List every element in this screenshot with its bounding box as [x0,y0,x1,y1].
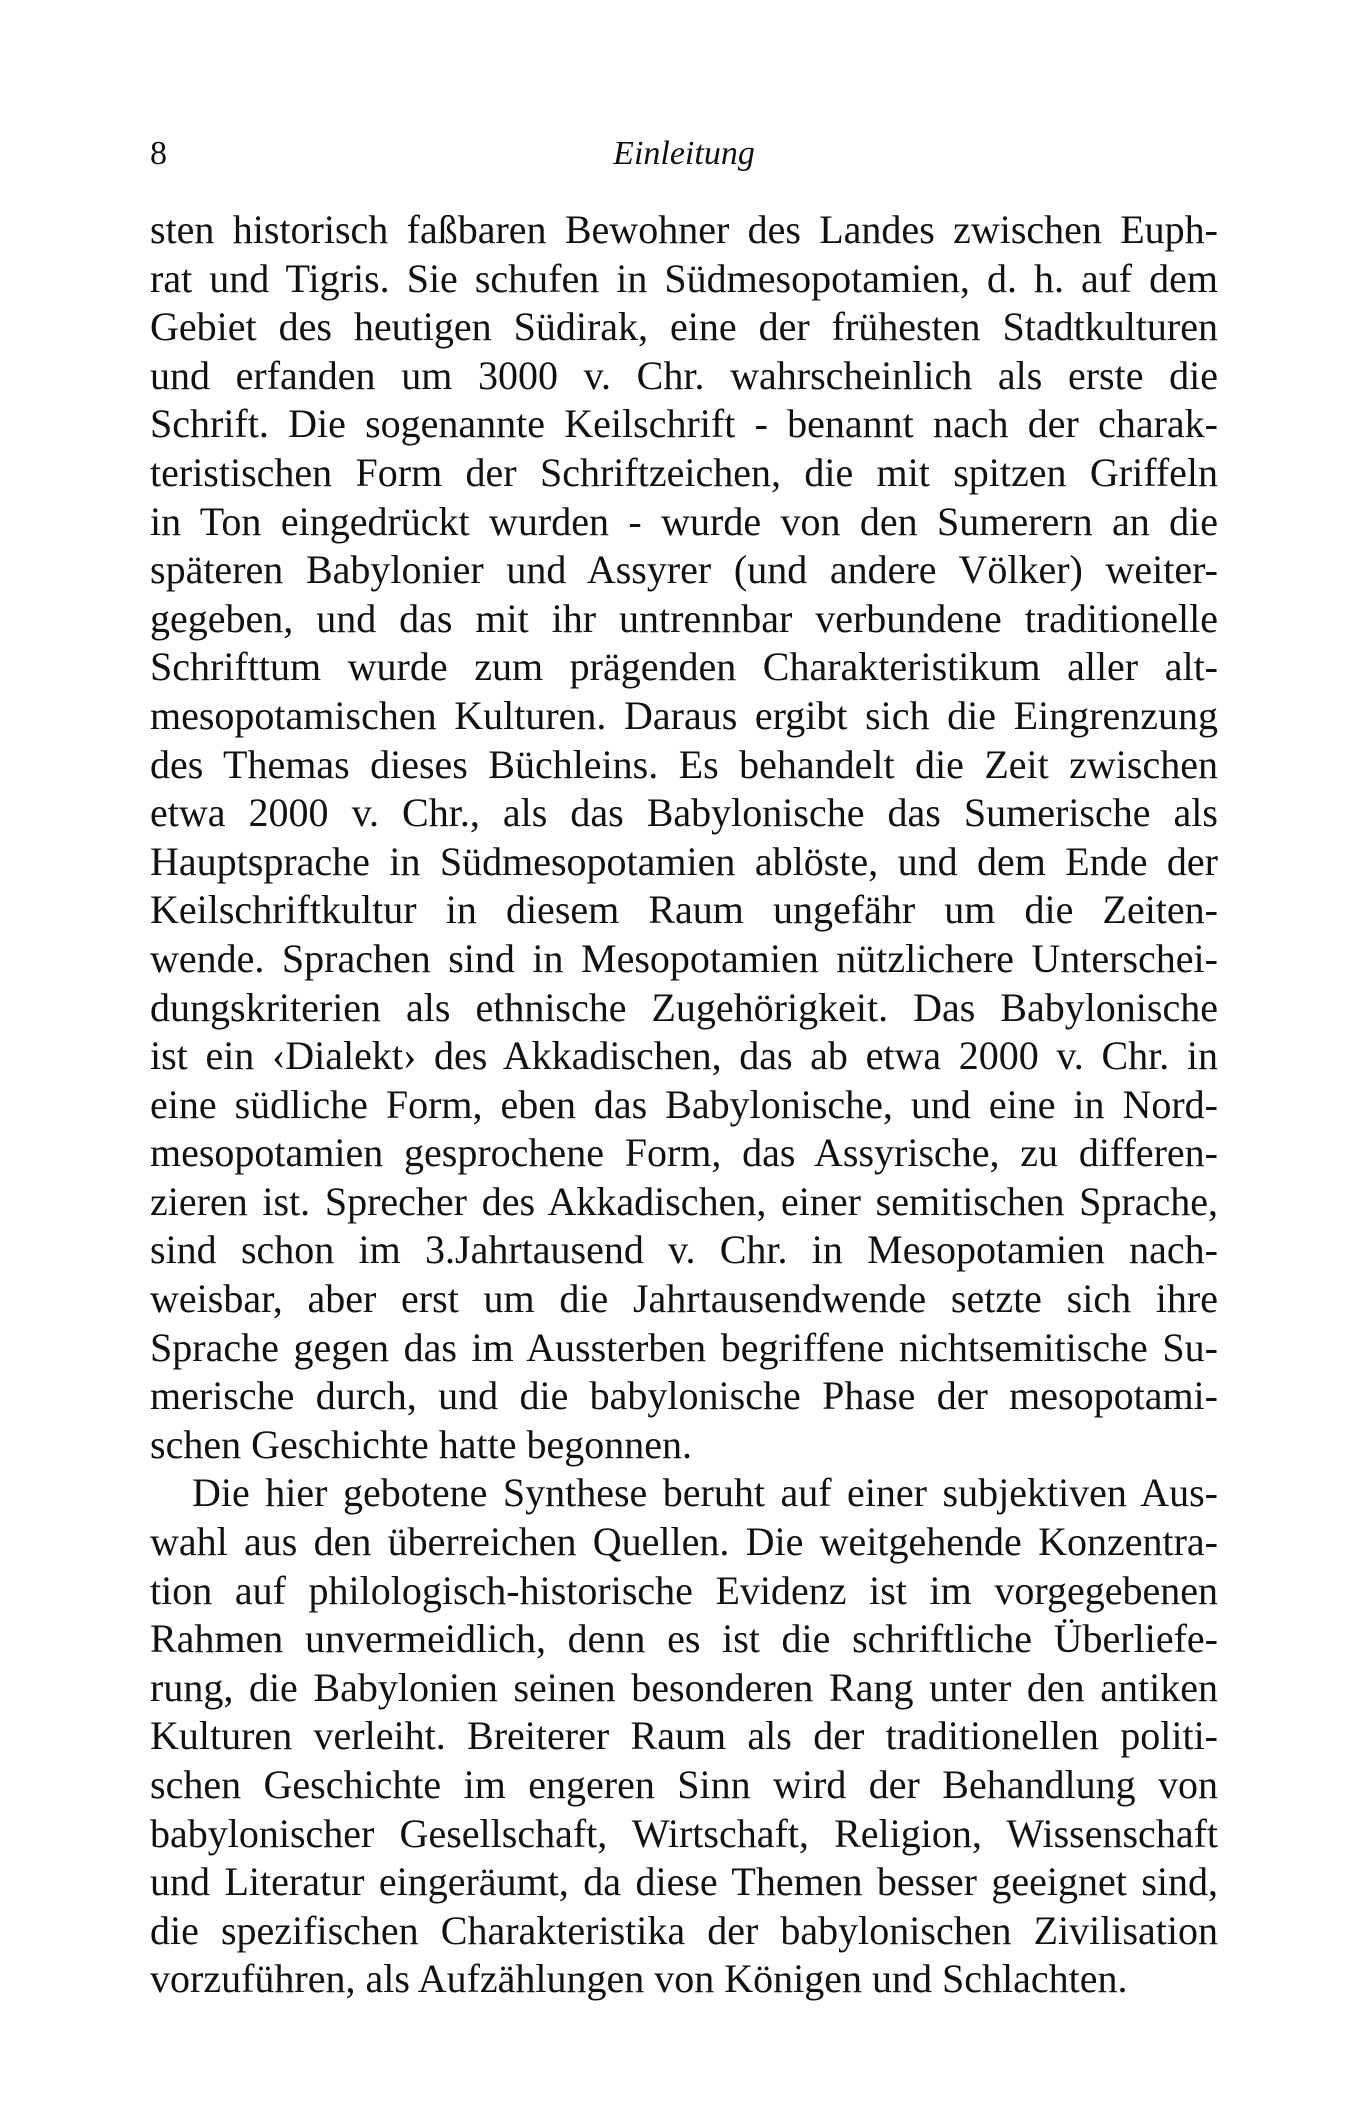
text-line: teristischen Form der Schriftzeichen, die mit spitzen Griffeln [150,449,1218,495]
text-line: vorzuführen, als Aufzählungen von Königen und Schlachten. [150,1956,1128,2002]
text-line: schen Geschichte im engeren Sinn wird der Behandlung von [150,1762,1218,1807]
text-line: Schrifttum wurde zum prägenden Charakteristikum aller alt- [150,644,1218,690]
text-line: Kulturen verleiht. Breiterer Raum als der traditionellen politi- [150,1713,1218,1759]
text-line: Sprache gegen das im Aussterben begriffene nichtsemitische Su- [150,1324,1218,1370]
text-line: Die hier gebotene Synthese beruht auf einer subjektiven Aus- [192,1470,1218,1516]
text-line: zieren ist. Sprecher des Akkadischen, einer semitischen Sprache, [150,1178,1218,1224]
text-line: wende. Sprachen sind in Mesopotamien nützlichere Unterschei- [150,935,1218,981]
text-line: gegeben, und das mit ihr untrennbar verbundene traditionelle [150,595,1218,641]
text-line: und erfanden um 3000 v. Chr. wahrscheinlich als erste die [150,352,1218,398]
text-line: babylonischer Gesellschaft, Wirtschaft, Religion, Wissenschaft [150,1810,1218,1856]
text-line: mesopotamien gesprochene Form, das Assyrische, zu differen- [150,1130,1218,1176]
text-line: späteren Babylonier und Assyrer (und andere Völker) weiter- [150,547,1218,593]
text-line: die spezifischen Charakteristika der babylonischen Zivilisation [150,1907,1218,1953]
text-line: wahl aus den überreichen Quellen. Die weitgehende Konzentra- [150,1519,1218,1565]
text-line: in Ton eingedrückt wurden - wurde von den Sumerern an die [150,498,1218,544]
text-line: weisbar, aber erst um die Jahrtausendwende setzte sich ihre [150,1276,1218,1322]
text-line: dungskriterien als ethnische Zugehörigkeit. Das Babylonische [150,984,1218,1030]
running-title: Einleitung [613,135,755,172]
text-line: Keilschriftkultur in diesem Raum ungefähr um die Zeiten- [150,887,1218,933]
paragraph [150,206,1218,1469]
text-line: eine südliche Form, eben das Babylonische, und eine in Nord- [150,1081,1218,1127]
text-line: Rahmen unvermeidlich, denn es ist die schriftliche Überliefe- [150,1616,1218,1662]
body-text [150,206,1218,2004]
text-line: ist ein ‹Dialekt› des Akkadischen, das ab etwa 2000 v. Chr. in [150,1033,1218,1079]
text-line: rung, die Babylonien seinen besonderen Rang unter den antiken [150,1664,1218,1710]
text-line: Gebiet des heutigen Südirak, eine der frühesten Stadtkulturen [150,304,1218,350]
text-line: sind schon im 3.Jahrtausend v. Chr. in Mesopotamien nach- [150,1227,1218,1273]
text-line: schen Geschichte hatte begonnen. [150,1421,693,1467]
text-line: merische durch, und die babylonische Phase der mesopotami- [150,1373,1218,1419]
text-line: mesopotamischen Kulturen. Daraus ergibt sich die Eingrenzung [150,692,1218,738]
text-line: etwa 2000 v. Chr., als das Babylonische das Sumerische als [150,790,1218,836]
text-line: Schrift. Die sogenannte Keilschrift - benannt nach der charak- [150,401,1218,447]
text-line: sten historisch faßbaren Bewohner des Landes zwischen Euph- [150,207,1218,252]
page-number: 8 [150,135,167,172]
text-line: rat und Tigris. Sie schufen in Südmesopotamien, d. h. auf dem [150,255,1218,301]
text-line: tion auf philologisch-historische Evidenz ist im vorgegebenen [150,1567,1218,1613]
text-line: des Themas dieses Büchleins. Es behandelt die Zeit zwischen [150,741,1218,787]
paragraph [150,1469,1218,2004]
paragraph-container [150,206,1218,2004]
text-line: und Literatur eingeräumt, da diese Themen besser geeignet sind, [150,1859,1218,1905]
text-line: Hauptsprache in Südmesopotamien ablöste, und dem Ende der [150,838,1218,884]
book-page [150,130,1218,2004]
running-head [150,130,1218,178]
